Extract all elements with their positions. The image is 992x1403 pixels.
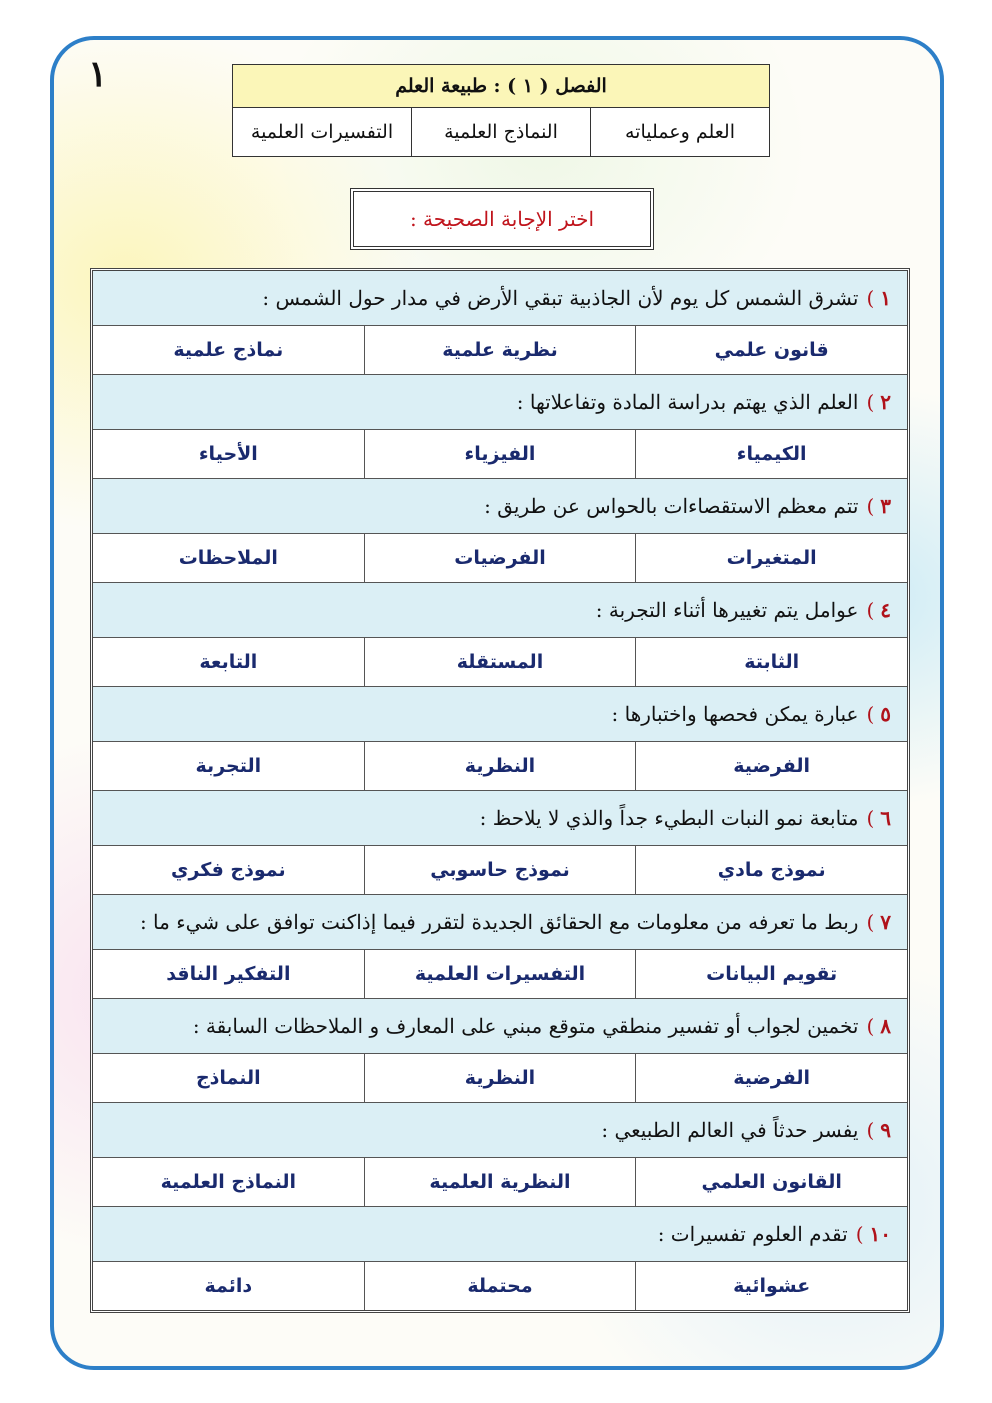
options-row <box>93 846 907 895</box>
question-row <box>93 375 907 430</box>
answer-option[interactable]: نموذج فكري <box>171 859 286 881</box>
question-row <box>93 791 907 846</box>
answer-option[interactable]: النظرية <box>364 742 636 790</box>
question-paren: ) <box>866 598 875 622</box>
question-number: ٤ <box>880 598 891 622</box>
answer-option[interactable]: التابعة <box>199 651 258 673</box>
answer-option[interactable]: الأحياء <box>198 443 258 465</box>
question-text: عوامل يتم تغييرها أثناء التجربة : <box>595 598 859 622</box>
question-text: ربط ما تعرفه من معلومات مع الحقائق الجديدة لتقرر فيما إذاكنت توافق على شيء ما : <box>139 910 859 934</box>
question-paren: ) <box>866 1118 875 1142</box>
question-number: ٣ <box>880 494 891 518</box>
question-number: ٧ <box>880 910 891 934</box>
answer-option[interactable]: الثابتة <box>635 638 907 686</box>
options-row <box>93 1054 907 1103</box>
answer-option[interactable]: النظرية <box>364 1054 636 1102</box>
question-text: تخمين لجواب أو تفسير منطقي متوقع مبني على المعارف و الملاحظات السابقة : <box>192 1014 859 1038</box>
answer-option[interactable]: نماذج علمية <box>173 339 284 361</box>
question-text: تتم معظم الاستقصاءات بالحواس عن طريق : <box>484 494 859 518</box>
instruction-banner: اختر الإجابة الصحيحة : <box>350 188 654 250</box>
options-row <box>93 1158 907 1207</box>
question-row <box>93 1103 907 1158</box>
answer-option[interactable]: القانون العلمي <box>635 1158 907 1206</box>
answer-option[interactable]: الفرضية <box>635 1054 907 1102</box>
question-text: العلم الذي يهتم بدراسة المادة وتفاعلاتها : <box>516 390 859 414</box>
answer-option[interactable]: دائمة <box>204 1275 253 1297</box>
answer-option[interactable]: التجربة <box>195 755 262 777</box>
question-text: تشرق الشمس كل يوم لأن الجاذبية تبقي الأرض في مدار حول الشمس : <box>262 286 859 310</box>
answer-option[interactable]: المستقلة <box>364 638 636 686</box>
question-row <box>93 271 907 326</box>
options-row <box>93 326 907 375</box>
chapter-header <box>232 64 770 157</box>
topic-item: العلم وعملياته <box>590 108 769 156</box>
topic-item: التفسيرات العلمية <box>250 121 394 143</box>
question-row <box>93 479 907 534</box>
question-paren: ) <box>866 806 875 830</box>
question-row <box>93 687 907 742</box>
answer-option[interactable]: النظرية العلمية <box>364 1158 636 1206</box>
question-paren: ) <box>866 390 875 414</box>
question-row <box>93 583 907 638</box>
question-paren: ) <box>866 286 875 310</box>
answer-option[interactable]: الفيزياء <box>364 430 636 478</box>
question-row <box>93 999 907 1054</box>
answer-option[interactable]: عشوائية <box>635 1262 907 1310</box>
answer-option[interactable]: قانون علمي <box>635 326 907 374</box>
question-number: ١٠ <box>869 1222 891 1246</box>
question-number: ٥ <box>880 702 891 726</box>
question-number: ٦ <box>880 806 891 830</box>
options-row <box>93 1262 907 1310</box>
question-text: تقدم العلوم تفسيرات : <box>657 1222 848 1246</box>
question-number: ٢ <box>880 390 891 414</box>
page-number: ١ <box>88 53 108 95</box>
question-paren: ) <box>866 910 875 934</box>
options-row <box>93 430 907 479</box>
question-row <box>93 895 907 950</box>
answer-option[interactable]: محتملة <box>364 1262 636 1310</box>
answer-option[interactable]: النماذج <box>195 1067 261 1089</box>
answer-option[interactable]: نموذج حاسوبي <box>364 846 636 894</box>
page-frame <box>50 36 944 1370</box>
answer-option[interactable]: التفكير الناقد <box>166 963 291 985</box>
question-text: عبارة يمكن فحصها واختبارها : <box>611 702 859 726</box>
answer-option[interactable]: التفسيرات العلمية <box>364 950 636 998</box>
quiz-table <box>90 268 910 1313</box>
question-paren: ) <box>866 702 875 726</box>
chapter-topics <box>233 108 769 156</box>
question-text: متابعة نمو النبات البطيء جداً والذي لا يلاحظ : <box>479 806 859 830</box>
question-number: ٩ <box>880 1118 891 1142</box>
question-row <box>93 1207 907 1262</box>
answer-option[interactable]: الملاحظات <box>178 547 278 569</box>
question-number: ٨ <box>880 1014 891 1038</box>
answer-option[interactable]: تقويم البيانات <box>635 950 907 998</box>
answer-option[interactable]: النماذج العلمية <box>160 1171 297 1193</box>
answer-option[interactable]: المتغيرات <box>635 534 907 582</box>
answer-option[interactable]: الكيمياء <box>635 430 907 478</box>
answer-option[interactable]: نموذج مادي <box>635 846 907 894</box>
question-paren: ) <box>866 494 875 518</box>
options-row <box>93 638 907 687</box>
question-number: ١ <box>880 286 891 310</box>
chapter-title: الفصل ( ١ ) : طبيعة العلم <box>233 65 769 108</box>
question-text: يفسر حدثاً في العالم الطبيعي : <box>601 1118 859 1142</box>
options-row <box>93 950 907 999</box>
topic-item: النماذج العلمية <box>411 108 590 156</box>
options-row <box>93 534 907 583</box>
answer-option[interactable]: نظرية علمية <box>364 326 636 374</box>
options-row <box>93 742 907 791</box>
question-paren: ) <box>855 1222 864 1246</box>
answer-option[interactable]: الفرضيات <box>364 534 636 582</box>
answer-option[interactable]: الفرضية <box>635 742 907 790</box>
question-paren: ) <box>866 1014 875 1038</box>
